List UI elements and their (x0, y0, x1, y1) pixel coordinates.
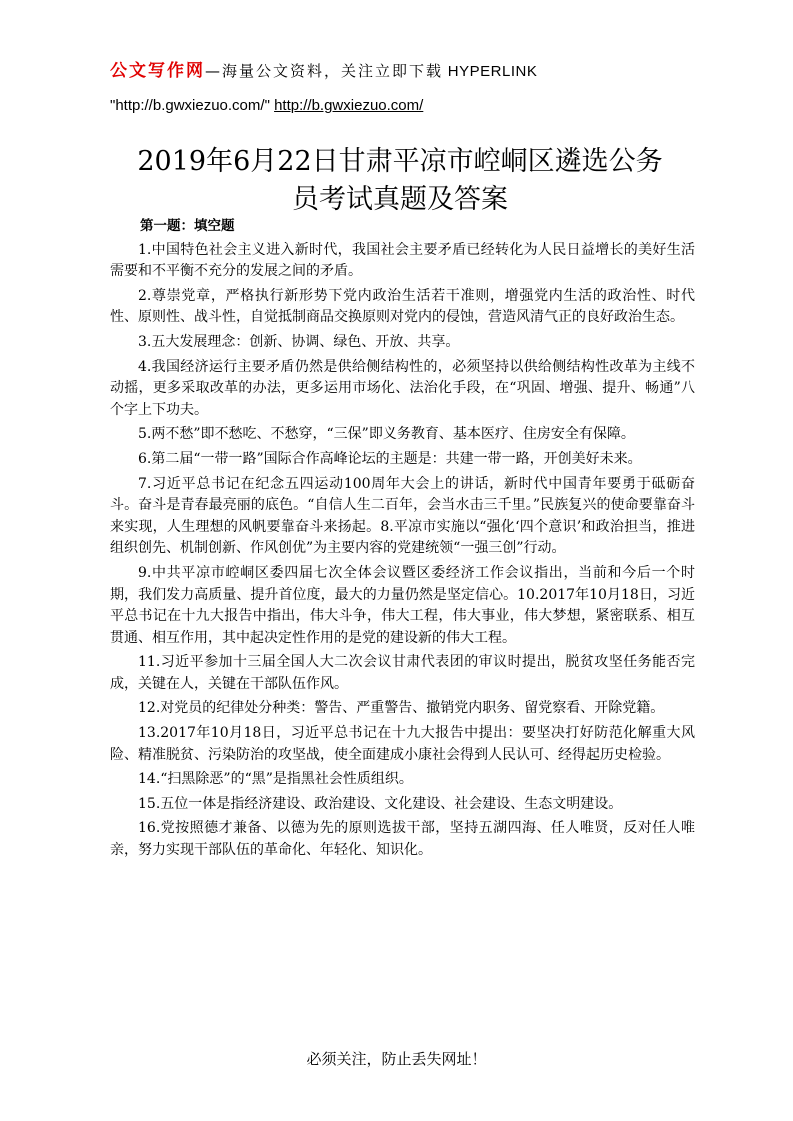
question-item: 12.对党员的纪律处分种类：警告、严重警告、撤销党内职务、留党察看、开除党籍。 (138, 700, 665, 717)
section-heading: 第一题：填空题 (140, 218, 235, 234)
website-link[interactable]: http://b.gwxiezuo.com/ (274, 97, 424, 114)
question-item: 1.中国特色社会主义进入新时代，我国社会主要矛盾已经转化为人民日益增长的美好生活需要和不平衡不充分的发展之间的矛盾。 (110, 241, 695, 280)
page-footer: 必须关注，防止丢失网址！ (306, 1050, 487, 1068)
question-section (110, 216, 695, 865)
question-item: 5.两不愁”即不愁吃、不愁穿，“三保”即义务教育、基本医疗、住房安全有保障。 (138, 426, 635, 443)
question-item: 11.习近平参加十三届全国人大二次会议甘肃代表团的审议时提出，脱贫攻坚任务能否完成，关键在人，关键在干部队伍作风。 (110, 654, 695, 692)
question-item: 4.我国经济运行主要矛盾仍然是供给侧结构性的，必须坚持以供给侧结构性改革为主线不动摇，更多采取改革的办法，更多运用市场化、法治化手段，在“巩固、增强、提升、畅通”八个字上下功夫。 (110, 358, 695, 418)
question-item: 2.尊崇党章，严格执行新形势下党内政治生活若干准则，增强党内生活的政治性、时代性、原则性、战斗性，自觉抵制商品交换原则对党内的侵蚀，营造风清气正的良好政治生态。 (110, 287, 695, 326)
question-item: 9.中共平凉市崆峒区委四届七次全体会议暨区委经济工作会议指出，当前和今后一个时期，我们发力高质量、提升首位度，最大的力量仍然是坚定信心。10.2017年10月18日，习近平总书记在十九大报告中指出，伟大斗争，伟大工程，伟大事业，伟大梦想，紧密联系、相互贯通、相互作用，其中起决定性作用的是党的建设新的伟大工程。 (110, 564, 695, 646)
question-item: 16.党按照德才兼备、以德为先的原则选拔干部，坚持五湖四海、任人唯贤，反对任人唯亲，努力实现干部队伍的革命化、年轻化、知识化。 (110, 820, 695, 859)
question-item: 3.五大发展理念：创新、协调、绿色、开放、共享。 (138, 333, 460, 350)
question-item: 14.“扫黑除恶”的“黑”是指黑社会性质组织。 (138, 771, 413, 788)
header-banner (110, 60, 700, 83)
hyperlink-label: HYPERLINK (447, 63, 538, 80)
title-line-2: 员考试真题及答案 (292, 184, 508, 215)
question-item: 13.2017年10月18日，习近平总书记在十九大报告中提出：要坚决打好防范化解重大风险、精准脱贫、污染防治的攻坚战，使全面建成小康社会得到人民认可、经得起历史检验。 (110, 725, 695, 763)
link-field-code: "http://b.gwxiezuo.com/" (110, 97, 270, 114)
question-item: 7.习近平总书记在纪念五四运动100周年大会上的讲话，新时代中国青年要勇于砥砺奋斗。奋斗是青春最亮丽的底色。“自信人生二百年，会当水击三千里。”民族复兴的使命要靠奋斗来实现，人生理想的风帆要靠奋斗来扬起。8.平凉市实施以“强化‘四个意识’和政治担当，推进组织创先、机制创新、作风创优”为主要内容的党建统领“一强三创”行动。 (110, 475, 695, 557)
question-item: 6.第二届“一带一路”国际合作高峰论坛的主题是：共建一带一路，开创美好未来。 (138, 450, 642, 467)
question-item: 15.五位一体是指经济建设、政治建设、文化建设、社会建设、生态文明建设。 (138, 795, 623, 812)
header-slogan: —海量公文资料，关注立即下载 (205, 62, 444, 80)
title-line-1: 2019年6月22日甘肃平凉市崆峒区遴选公务 (137, 146, 663, 177)
header-link-line (110, 95, 423, 117)
page-title (100, 143, 700, 219)
brand-name[interactable]: 公文写作网 (110, 61, 205, 81)
